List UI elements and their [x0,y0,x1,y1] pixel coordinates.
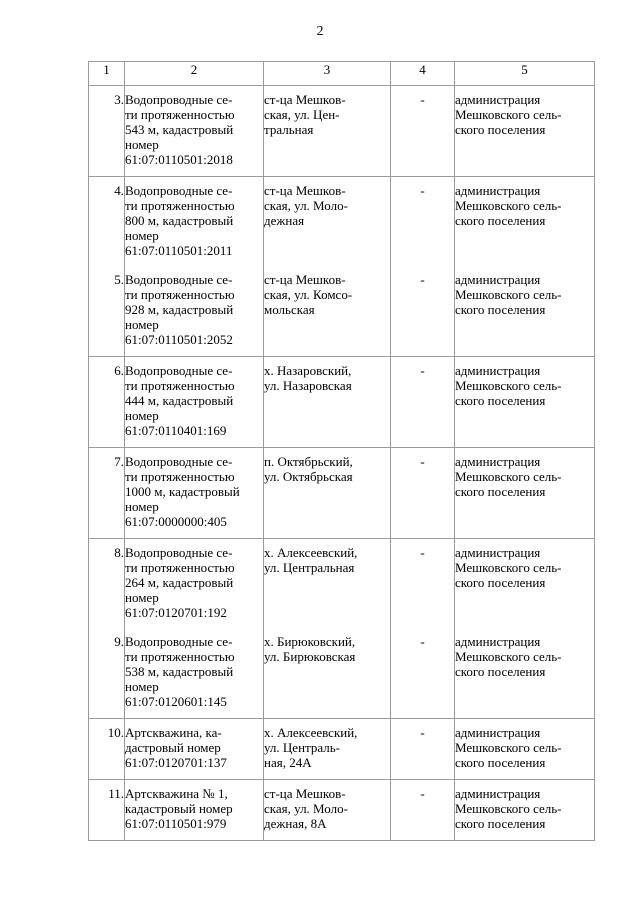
object-name-line: 61:07:0110501:2018 [125,152,233,167]
row-number: 4. [89,177,125,259]
object-name-line: 543 м, кадастровый [125,122,234,137]
object-owner-line: ского поселения [455,393,546,408]
object-address-line: тральная [264,122,314,137]
object-owner-line: Мешковского сель- [455,287,562,302]
object-owner-line: ского поселения [455,122,546,137]
table-row [89,539,595,621]
object-owner-line: Мешковского сель- [455,469,562,484]
object-address-line: ная, 24А [264,755,312,770]
object-address-line: ст-ца Мешков- [264,786,346,801]
table-row [89,780,595,841]
object-owner-line: ского поселения [455,213,546,228]
object-owner [455,357,595,448]
col4-value: - [391,258,455,357]
object-address [264,448,391,539]
object-name-line: Водопроводные се- [125,454,233,469]
object-owner-line: администрация [455,183,541,198]
object-name-line: 61:07:0110501:979 [125,816,227,831]
object-owner [455,86,595,177]
object-owner-line: администрация [455,363,541,378]
object-address-line: ул. Октябрьская [264,469,353,484]
object-address [264,177,391,259]
object-owner-line: администрация [455,725,541,740]
object-name-line: ти протяженностью [125,378,235,393]
object-name-line: номер [125,137,159,152]
object-name-line: дастровый номер [125,740,221,755]
object-name-line: 61:07:0120701:192 [125,605,227,620]
object-address-line: п. Октябрьский, [264,454,353,469]
object-name-line: кадастровый номер [125,801,233,816]
object-address [264,357,391,448]
row-number: 8. [89,539,125,621]
object-name [125,177,264,259]
table-header-row [89,62,595,86]
object-address-line: ская, ул. Цен- [264,107,340,122]
header-col-5: 5 [455,62,595,86]
object-name-line: Водопроводные се- [125,92,233,107]
object-address-line: ул. Централь- [264,740,341,755]
object-owner-line: администрация [455,272,541,287]
object-address-line: дежная, 8А [264,816,327,831]
object-name [125,539,264,621]
object-address-line: х. Назаровский, [264,363,352,378]
row-number: 6. [89,357,125,448]
object-owner [455,258,595,357]
object-name-line: Водопроводные се- [125,545,233,560]
object-name [125,258,264,357]
object-owner-line: Мешковского сель- [455,649,562,664]
object-name-line: ти протяженностью [125,469,235,484]
object-name-line: ти протяженностью [125,107,235,122]
row-number: 9. [89,620,125,719]
object-owner-line: ского поселения [455,755,546,770]
object-address [264,258,391,357]
object-owner-line: ского поселения [455,664,546,679]
object-name-line: Водопроводные се- [125,183,233,198]
object-owner-line: администрация [455,545,541,560]
object-name [125,719,264,780]
table-row [89,258,595,357]
object-name-line: номер [125,679,159,694]
table-row [89,620,595,719]
object-owner [455,719,595,780]
row-number: 10. [89,719,125,780]
header-col-2: 2 [125,62,264,86]
object-owner [455,780,595,841]
object-name-line: 1000 м, кадастровый [125,484,240,499]
object-address-line: мольская [264,302,315,317]
object-name-line: 61:07:0110401:169 [125,423,227,438]
object-name-line: номер [125,590,159,605]
col4-value: - [391,620,455,719]
object-name [125,86,264,177]
row-number: 5. [89,258,125,357]
table-row [89,719,595,780]
object-name [125,357,264,448]
object-owner-line: администрация [455,786,541,801]
row-number: 7. [89,448,125,539]
table-row [89,357,595,448]
object-address-line: ул. Бирюковская [264,649,356,664]
object-name-line: ти протяженностью [125,649,235,664]
object-name-line: номер [125,408,159,423]
object-name-line: номер [125,499,159,514]
object-name [125,448,264,539]
object-name-line: 800 м, кадастровый [125,213,234,228]
col4-value: - [391,780,455,841]
object-owner [455,539,595,621]
col4-value: - [391,177,455,259]
object-name-line: ти протяженностью [125,198,235,213]
object-address [264,719,391,780]
col4-value: - [391,539,455,621]
object-owner-line: Мешковского сель- [455,801,562,816]
page-number: 2 [316,24,324,39]
object-owner-line: ского поселения [455,816,546,831]
object-owner-line: Мешковского сель- [455,107,562,122]
header-col-4: 4 [391,62,455,86]
object-name [125,620,264,719]
object-owner-line: администрация [455,92,541,107]
col4-value: - [391,719,455,780]
object-name-line: 61:07:0120601:145 [125,694,227,709]
row-number: 3. [89,86,125,177]
object-name-line: 61:07:0000000:405 [125,514,227,529]
col4-value: - [391,448,455,539]
object-address-line: ул. Центральная [264,560,355,575]
object-owner-line: Мешковского сель- [455,560,562,575]
object-address-line: ская, ул. Моло- [264,801,348,816]
object-owner [455,177,595,259]
object-address-line: ст-ца Мешков- [264,272,346,287]
object-address [264,780,391,841]
object-name [125,780,264,841]
object-name-line: Артскважина № 1, [125,786,228,801]
object-name-line: 61:07:0110501:2052 [125,332,233,347]
object-owner-line: администрация [455,634,541,649]
object-name-line: номер [125,228,159,243]
object-name-line: 444 м, кадастровый [125,393,234,408]
object-name-line: 61:07:0110501:2011 [125,243,233,258]
object-owner-line: ского поселения [455,484,546,499]
object-owner-line: Мешковского сель- [455,378,562,393]
object-name-line: Водопроводные се- [125,363,233,378]
object-name-line: ти протяженностью [125,560,235,575]
object-owner-line: Мешковского сель- [455,198,562,213]
table-row [89,448,595,539]
table-row [89,86,595,177]
header-col-1: 1 [89,62,125,86]
object-address-line: ская, ул. Комсо- [264,287,353,302]
col4-value: - [391,86,455,177]
object-address-line: х. Алексеевский, [264,725,358,740]
object-name-line: Артскважина, ка- [125,725,222,740]
object-owner-line: Мешковского сель- [455,740,562,755]
object-name-line: номер [125,317,159,332]
header-col-3: 3 [264,62,391,86]
property-table [88,61,595,841]
col4-value: - [391,357,455,448]
object-address-line: ская, ул. Моло- [264,198,348,213]
object-address-line: х. Алексеевский, [264,545,358,560]
object-name-line: 61:07:0120701:137 [125,755,227,770]
object-address-line: дежная [264,213,305,228]
object-address-line: ул. Назаровская [264,378,352,393]
object-owner-line: ского поселения [455,575,546,590]
object-name-line: Водопроводные се- [125,272,233,287]
object-address-line: ст-ца Мешков- [264,92,346,107]
object-address-line: х. Бирюковский, [264,634,356,649]
object-owner-line: администрация [455,454,541,469]
object-owner [455,620,595,719]
object-address-line: ст-ца Мешков- [264,183,346,198]
object-address [264,539,391,621]
object-address [264,620,391,719]
object-owner-line: ского поселения [455,302,546,317]
object-owner [455,448,595,539]
object-name-line: Водопроводные се- [125,634,233,649]
table-row [89,177,595,259]
object-name-line: 928 м, кадастровый [125,302,234,317]
row-number: 11. [89,780,125,841]
object-address [264,86,391,177]
object-name-line: 264 м, кадастровый [125,575,234,590]
object-name-line: 538 м, кадастровый [125,664,234,679]
object-name-line: ти протяженностью [125,287,235,302]
